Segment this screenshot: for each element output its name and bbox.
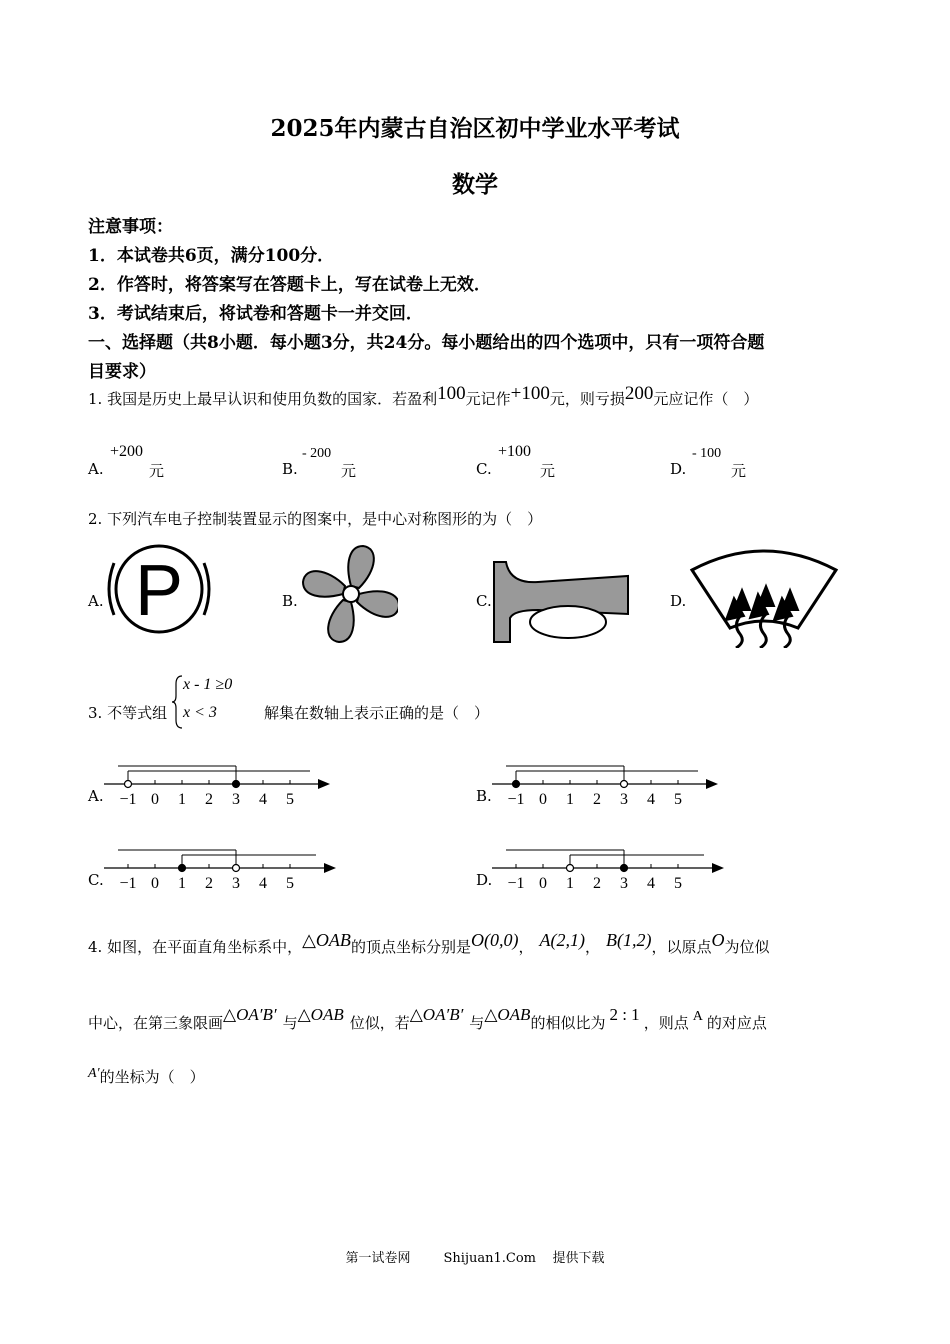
endpoint-left	[179, 865, 186, 872]
number-line-d	[492, 836, 728, 896]
q2-option-c[interactable]: C.	[476, 592, 492, 610]
fan-icon	[298, 543, 398, 645]
q1-option-a[interactable]: A.	[88, 460, 104, 478]
tick-label: 2	[205, 875, 213, 892]
q3-option-c[interactable]: C.	[88, 871, 104, 889]
tick-label: 0	[539, 875, 547, 892]
axis-arrow	[318, 779, 330, 789]
tick-label: 2	[205, 791, 213, 808]
note-item: 1．本试卷共6页，满分100分．	[88, 246, 335, 266]
page-title: 2025年内蒙古自治区初中学业水平考试	[270, 115, 680, 142]
question-3-suffix: 解集在数轴上表示正确的是（ ）	[264, 704, 490, 722]
question-4-line2: 中心，在第三象限画△OA′B′ 与△OAB 位似，若△OA′B′ 与△OAB的相似比为 2 : 1 ，则点 A 的对应点	[88, 1005, 767, 1032]
tick-label: 2	[593, 875, 601, 892]
note-item: 3．考试结束后，将试卷和答题卡一并交回．	[88, 304, 423, 324]
q1-option-c-value: +100	[498, 443, 532, 460]
tick-label: 5	[286, 875, 294, 892]
tick-label: 3	[232, 875, 240, 892]
q1-option-d[interactable]: D.	[670, 460, 687, 478]
number-line-a	[104, 752, 334, 812]
tick-label: 0	[539, 791, 547, 808]
tick-label: 3	[620, 875, 628, 892]
tick-label: 4	[259, 875, 267, 892]
question-3-prefix: 3. 不等式组	[88, 704, 168, 722]
inequality-2: x < 3	[183, 704, 217, 721]
number-line-c	[104, 836, 340, 896]
note-item: 2．作答时，将答案写在答题卡上，写在试卷上无效．	[88, 275, 491, 295]
notes-heading: 注意事项：	[88, 217, 173, 237]
question-2: 2. 下列汽车电子控制装置显示的图案中，是中心对称图形的为（ ）	[88, 510, 543, 528]
q2-option-a[interactable]: A.	[88, 592, 104, 610]
windshield-defrost-icon	[686, 540, 842, 648]
q1-option-a-value: +200	[110, 443, 144, 460]
question-4-line3: A′的坐标为（ ）	[88, 1066, 205, 1086]
q1-option-d-value: - 100	[692, 446, 722, 461]
q1-option-b-value: - 200	[302, 446, 332, 461]
tick-label: 5	[286, 791, 294, 808]
subject-title: 数学	[452, 171, 498, 198]
tick-label: 2	[593, 791, 601, 808]
q1-option-b-unit: 元	[341, 462, 357, 480]
tick-label: 1	[566, 875, 574, 892]
axis-arrow	[712, 863, 724, 873]
q1-option-d-unit: 元	[731, 462, 747, 480]
horn-icon	[490, 558, 630, 648]
tick-label: 1	[178, 875, 186, 892]
q1-option-c[interactable]: C.	[476, 460, 492, 478]
tick-label: 4	[647, 791, 655, 808]
q3-option-b[interactable]: B.	[476, 787, 492, 805]
tick-label: 3	[232, 791, 240, 808]
parking-letter: P	[134, 551, 184, 631]
section-heading-cont: 目要求）	[88, 362, 156, 382]
axis-arrow	[706, 779, 718, 789]
tick-label: −1	[119, 791, 137, 808]
section-heading: 一、选择题（共8小题．每小题3分，共24分。每小题给出的四个选项中，只有一项符合题	[88, 333, 765, 353]
tick-label: 1	[178, 791, 186, 808]
tick-label: 0	[151, 791, 159, 808]
endpoint-right	[233, 865, 240, 872]
q1-option-b[interactable]: B.	[282, 460, 298, 478]
q2-option-d[interactable]: D.	[670, 592, 687, 610]
q3-option-d[interactable]: D.	[476, 871, 493, 889]
axis-arrow	[324, 863, 336, 873]
tick-label: −1	[119, 875, 137, 892]
q1-option-a-unit: 元	[149, 462, 165, 480]
parking-brake-icon	[104, 543, 214, 637]
tick-label: 0	[151, 875, 159, 892]
tick-label: 4	[647, 875, 655, 892]
q1-option-c-unit: 元	[540, 462, 556, 480]
endpoint-right	[621, 781, 628, 788]
endpoint-left	[125, 781, 132, 788]
tick-label: 5	[674, 791, 682, 808]
inequality-1: x - 1 ≥0	[183, 676, 233, 693]
endpoint-right	[233, 781, 240, 788]
tick-label: 1	[566, 791, 574, 808]
tick-label: 5	[674, 875, 682, 892]
q3-option-a[interactable]: A.	[88, 787, 104, 805]
tick-label: −1	[507, 875, 525, 892]
endpoint-left	[567, 865, 574, 872]
question-4-line1: 4. 如图，在平面直角坐标系中，△OAB的顶点坐标分别是O(0,0)， A(2,1)， B(1,2)，以原点O为位似	[88, 930, 770, 956]
endpoint-right	[621, 865, 628, 872]
q2-option-b[interactable]: B.	[282, 592, 298, 610]
tick-label: 4	[259, 791, 267, 808]
tick-label: −1	[507, 791, 525, 808]
number-line-b	[492, 752, 722, 812]
question-1: 1. 我国是历史上最早认识和使用负数的国家．若盈利100元记作+100元，则亏损200元应记作（ ）	[88, 383, 759, 408]
endpoint-left	[513, 781, 520, 788]
page-footer: 第一试卷网 Shijuan1.Com 提供下载	[345, 1251, 605, 1266]
tick-label: 3	[620, 791, 628, 808]
